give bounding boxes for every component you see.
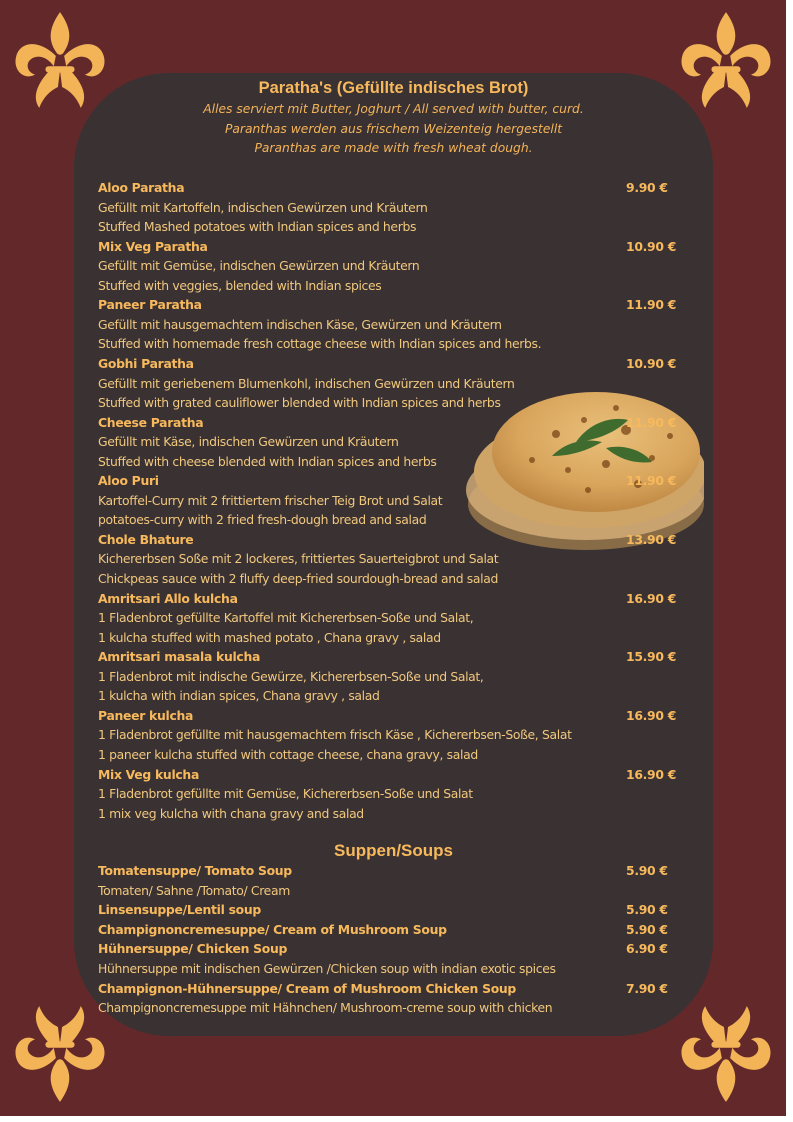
soup-item-name: Hühnersuppe/ Chicken Soup <box>98 941 288 957</box>
soup-item-price: 5.90 € <box>626 902 668 918</box>
menu-item-description-de: Kartoffel-Curry mit 2 frittiertem frischer Teig Brot und Salat <box>98 492 443 508</box>
menu-item-description-de: Gefüllt mit hausgemachtem indischen Käse, Gewürzen und Kräutern <box>98 316 502 332</box>
soup-item-name: Linsensuppe/Lentil soup <box>98 902 261 918</box>
menu-item-name: Amritsari Allo kulcha <box>98 590 238 606</box>
menu-item-description-en: Stuffed with grated cauliflower blended with Indian spices and herbs <box>98 395 501 411</box>
menu-item-description-en: potatoes-curry with 2 fried fresh-dough bread and salad <box>98 512 427 528</box>
menu-item-price: 10.90 € <box>626 355 677 371</box>
menu-item-description-de: 1 Fladenbrot gefüllte mit Gemüse, Kichererbsen-Soße und Salat <box>98 786 473 802</box>
fleur-de-lis-icon <box>8 1002 112 1106</box>
paratha-intro-line: Paranthas werden aus frischem Weizenteig hergestellt <box>224 122 563 136</box>
menu-item-description-de: 1 Fladenbrot mit indische Gewürze, Kichererbsen-Soße und Salat, <box>98 668 484 684</box>
soup-item-price: 6.90 € <box>626 941 668 957</box>
soups-section-title: Suppen/Soups <box>334 841 453 860</box>
menu-item-description-en: Stuffed Mashed potatoes with Indian spices and herbs <box>98 219 417 235</box>
soup-item-description: Hühnersuppe mit indischen Gewürzen /Chicken soup with indian exotic spices <box>98 961 556 976</box>
menu-item-price: 11.90 € <box>626 414 677 430</box>
menu-item-name: Paneer Paratha <box>98 297 202 313</box>
soup-item-name: Champignon-Hühnersuppe/ Cream of Mushroom Chicken Soup <box>98 980 516 996</box>
soup-item-name: Champignoncremesuppe/ Cream of Mushroom Soup <box>98 921 447 937</box>
menu-item-description-de: Gefüllt mit Käse, indischen Gewürzen und Kräutern <box>98 434 399 450</box>
menu-item-name: Aloo Paratha <box>98 180 185 195</box>
menu-item-name: Chole Bhature <box>98 531 194 547</box>
menu-item-description-de: Gefüllt mit geriebenem Blumenkohl, indischen Gewürzen und Kräutern <box>98 375 515 391</box>
menu-item-description-de: 1 Fladenbrot gefüllte mit hausgemachtem frisch Käse , Kichererbsen-Soße, Salat <box>98 727 572 743</box>
soup-item-description: Tomaten/ Sahne /Tomato/ Cream <box>98 882 290 898</box>
soup-item-price: 5.90 € <box>626 863 668 878</box>
menu-item-description-en: Chickpeas sauce with 2 fluffy deep-fried sourdough-bread and salad <box>98 571 499 586</box>
menu-item-description-de: Gefüllt mit Gemüse, indischen Gewürzen und Kräutern <box>98 258 420 274</box>
menu-item-price: 15.90 € <box>626 649 677 665</box>
soup-item-description: Champignoncremesuppe mit Hähnchen/ Mushroom-creme soup with chicken <box>98 1000 553 1016</box>
menu-item-price: 10.90 € <box>626 238 677 254</box>
menu-item-description-en: Stuffed with cheese blended with Indian spices and herbs <box>98 453 437 469</box>
soup-item-name: Tomatensuppe/ Tomato Soup <box>98 863 292 878</box>
menu-item-description-en: 1 paneer kulcha stuffed with cottage cheese, chana gravy, salad <box>98 746 478 762</box>
menu-item-name: Mix Veg Paratha <box>98 238 208 254</box>
menu-item-price: 11.90 € <box>626 473 677 489</box>
menu-item-description-en: Stuffed with homemade fresh cottage cheese with Indian spices and herbs. <box>98 336 542 352</box>
menu-item-description-de: Kichererbsen Soße mit 2 lockeres, frittiertes Sauerteigbrot und Salat <box>98 551 499 567</box>
menu-item-price: 11.90 € <box>626 297 677 313</box>
paratha-intro-line: Alles serviert mit Butter, Joghurt / All served with butter, curd. <box>203 102 584 116</box>
menu-item-name: Cheese Paratha <box>98 414 204 430</box>
paratha-section-title: Paratha's (Gefüllte indisches Brot) <box>258 79 529 97</box>
soup-item-price: 5.90 € <box>626 921 668 937</box>
menu-item-description-de: Gefüllt mit Kartoffeln, indischen Gewürzen und Kräutern <box>98 199 428 215</box>
fleur-de-lis-icon <box>674 1002 778 1106</box>
menu-item-name: Mix Veg kulcha <box>98 766 200 782</box>
menu-item-description-en: Stuffed with veggies, blended with Indian spices <box>98 277 382 293</box>
menu-item-price: 16.90 € <box>626 590 677 606</box>
menu-item-name: Gobhi Paratha <box>98 355 194 371</box>
menu-item-description-de: 1 Fladenbrot gefüllte Kartoffel mit Kichererbsen-Soße und Salat, <box>98 610 474 626</box>
menu-item-name: Paneer kulcha <box>98 707 194 723</box>
menu-item-price: 16.90 € <box>626 766 677 782</box>
menu-item-name: Aloo Puri <box>98 473 159 489</box>
soup-item-price: 7.90 € <box>626 980 668 996</box>
menu-item-price: 16.90 € <box>626 707 677 723</box>
menu-item-price: 9.90 € <box>626 180 668 195</box>
menu-item-description-en: 1 kulcha with indian spices, Chana gravy , salad <box>98 688 380 704</box>
menu-item-name: Amritsari masala kulcha <box>98 649 261 665</box>
menu-item-price: 13.90 € <box>626 531 677 547</box>
paratha-intro-line: Paranthas are made with fresh wheat dough. <box>254 141 533 155</box>
menu-item-description-en: 1 mix veg kulcha with chana gravy and salad <box>98 805 364 821</box>
menu-item-description-en: 1 kulcha stuffed with mashed potato , Chana gravy , salad <box>98 629 441 645</box>
